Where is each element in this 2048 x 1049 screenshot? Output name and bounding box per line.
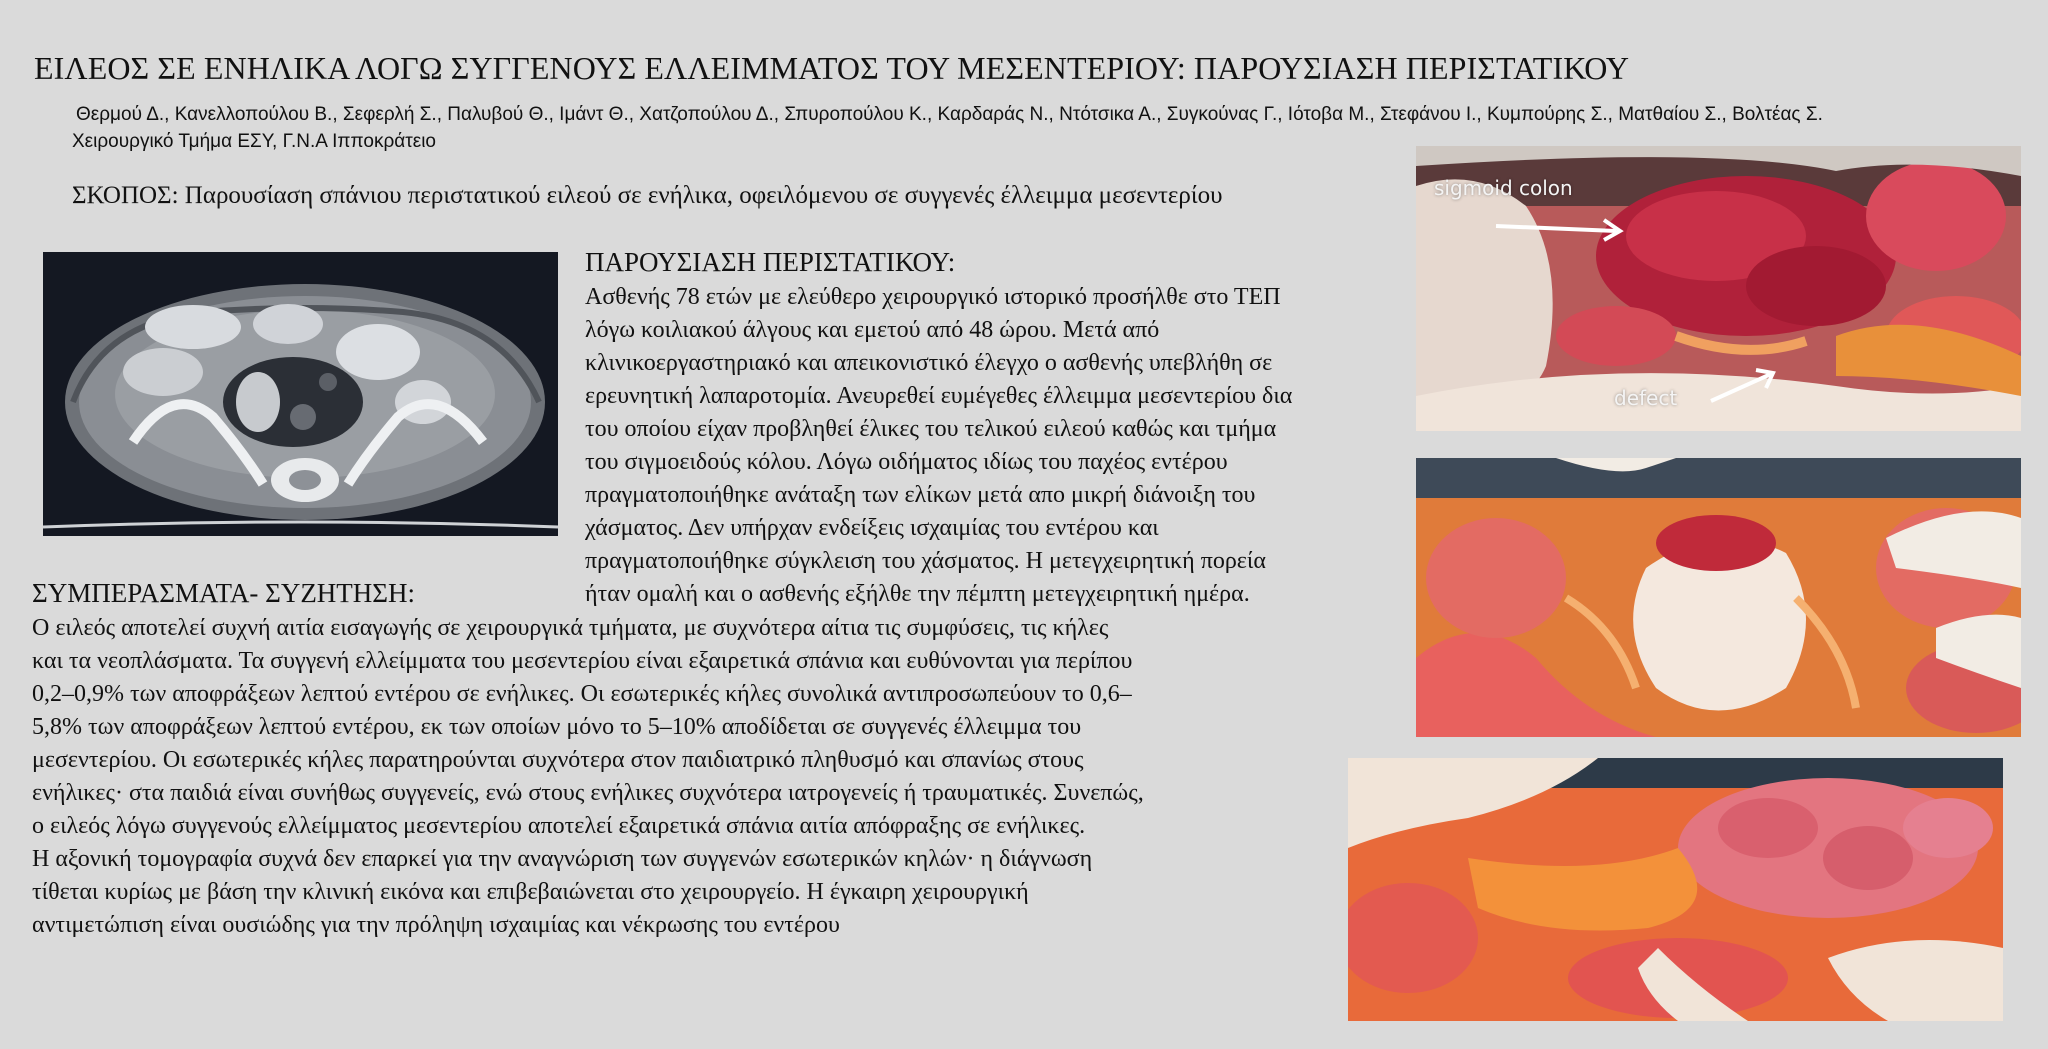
- case-line: πραγματοποιήθηκε σύγκλειση του χάσματος. Η μετεγχειρητική πορεία: [585, 548, 1266, 574]
- conclusion-line: τίθεται κυρίως με βάση την κλινική εικόνα και επιβεβαιώνεται στο χειρουργείο. Η έγκαιρη χειρουργική: [32, 879, 1029, 905]
- conclusion-line: ενήλικες· στα παιδιά είναι συνήθως συγγενείς, ενώ στους ενήλικες συχνότερα ιατρογενείς ή τραυματικές. Συνεπώς,: [32, 780, 1144, 806]
- conclusion-line: Ο ειλεός αποτελεί συχνή αιτία εισαγωγής σε χειρουργικά τμήματα, με συχνότερα αίτια τις συμφύσεις, τις κήλες: [32, 615, 1109, 641]
- case-heading: ΠΑΡΟΥΣΙΑΣΗ ΠΕΡΙΣΤΑΤΙΚΟΥ:: [585, 247, 956, 277]
- case-line: του σιγμοειδούς κόλου. Λόγω οιδήματος ιδίως του παχέος εντέρου: [585, 449, 1228, 475]
- poster-title: ΕΙΛΕΟΣ ΣΕ ΕΝΗΛΙΚΑ ΛΟΓΩ ΣΥΓΓΕΝΟΥΣ ΕΛΛΕΙΜΜΑΤΟΣ ΤΟΥ ΜΕΣΕΝΤΕΡΙΟΥ: ΠΑΡΟΥΣΙΑΣΗ ΠΕΡΙΣΤΑΤΙΚΟΥ: [34, 50, 1630, 86]
- aim-text: : Παρουσίαση σπάνιου περιστατικού ειλεού σε ενήλικα, οφειλόμενου σε συγγενές έλλειμμα μεσεντερίου: [171, 182, 1223, 209]
- operative-photo-bowel: [1348, 758, 2003, 1021]
- label-defect: defect: [1614, 386, 1678, 410]
- case-line: ήταν ομαλή και ο ασθενής εξήλθε την πέμπτη μετεγχειρητική ημέρα.: [585, 581, 1250, 607]
- conclusion-line: μεσεντερίου. Οι εσωτερικές κήλες παρατηρούνται συχνότερα στον παιδιατρικό πληθυσμό και σπανίως στους: [32, 747, 1084, 773]
- label-sigmoid-colon: sigmoid colon: [1434, 176, 1573, 200]
- conclusions-text: [32, 612, 1342, 942]
- affiliation: Χειρουργικό Τμήμα ΕΣΥ, Γ.Ν.Α Ιπποκράτειο: [72, 131, 436, 152]
- conclusion-line: αντιμετώπιση είναι ουσιώδης για την πρόληψη ισχαιμίας και νέκρωσης του εντέρου: [32, 912, 840, 938]
- ct-scan-image: [43, 252, 558, 536]
- conclusion-line: 5,8% των αποφράξεων λεπτού εντέρου, εκ των οποίων μόνο το 5–10% αποδίδεται σε συγγενές έλλειμμα του: [32, 714, 1082, 740]
- case-description: [585, 281, 1405, 611]
- case-line: χάσματος. Δεν υπήρχαν ενδείξεις ισχαιμίας του εντέρου και: [585, 515, 1159, 541]
- case-line: του οποίου είχαν προβληθεί έλικες του τελικού ειλεού καθώς και τμήμα: [585, 416, 1277, 442]
- operative-photo-defect: [1416, 458, 2021, 737]
- conclusions-heading: ΣΥΜΠΕΡΑΣΜΑΤΑ- ΣΥΖΗΤΗΣΗ:: [32, 578, 416, 608]
- conclusion-line: ο ειλεός λόγω συγγενούς ελλείμματος μεσεντερίου αποτελεί εξαιρετικά σπάνια αιτία απόφραξης σε ενήλικες.: [32, 813, 1086, 839]
- case-line: ερευνητική λαπαροτομία. Ανευρεθεί ευμέγεθες έλλειμμα μεσεντερίου δια: [585, 383, 1293, 409]
- conclusion-line: 0,2–0,9% των αποφράξεων λεπτού εντέρου σε ενήλικες. Οι εσωτερικές κήλες συνολικά αντιπροσωπεύουν το 0,6–: [32, 681, 1132, 707]
- operative-photo-sigmoid: [1416, 146, 2021, 431]
- aim-section: [72, 182, 1412, 210]
- case-line: Ασθενής 78 ετών με ελεύθερο χειρουργικό ιστορικό προσήλθε στο ΤΕΠ: [585, 284, 1281, 310]
- author-list: Θερμού Δ., Κανελλοπούλου Β., Σεφερλή Σ., Παλυβού Θ., Ιμάντ Θ., Χατζοπούλου Δ., Σπυροπούλου Κ., Καρδαράς Ν., Ντότσικα Α., Συγκούνας Γ., Ιότοβα Μ., Στεφάνου Ι., Κυμπούρης Σ., Ματθαίου Σ., Βολτέας Σ.: [76, 104, 1823, 125]
- conclusion-line: Η αξονική τομογραφία συχνά δεν επαρκεί για την αναγνώριση των συγγενών εσωτερικών κηλών· η διάγνωση: [32, 846, 1093, 872]
- case-line: λόγω κοιλιακού άλγους και εμετού από 48 ώρου. Μετά από: [585, 317, 1160, 343]
- conclusion-line: και τα νεοπλάσματα. Τα συγγενή ελλείμματα του μεσεντερίου είναι εξαιρετικά σπάνια και ευθύνονται για περίπου: [32, 648, 1133, 674]
- case-line: πραγματοποιήθηκε ανάταξη των ελίκων μετά απο μικρή διάνοιξη του: [585, 482, 1256, 508]
- case-line: κλινικοεργαστηριακό και απεικονιστικό έλεγχο ο ασθενής υπεβλήθη σε: [585, 350, 1273, 376]
- aim-label: ΣΚΟΠΟΣ: [72, 182, 172, 209]
